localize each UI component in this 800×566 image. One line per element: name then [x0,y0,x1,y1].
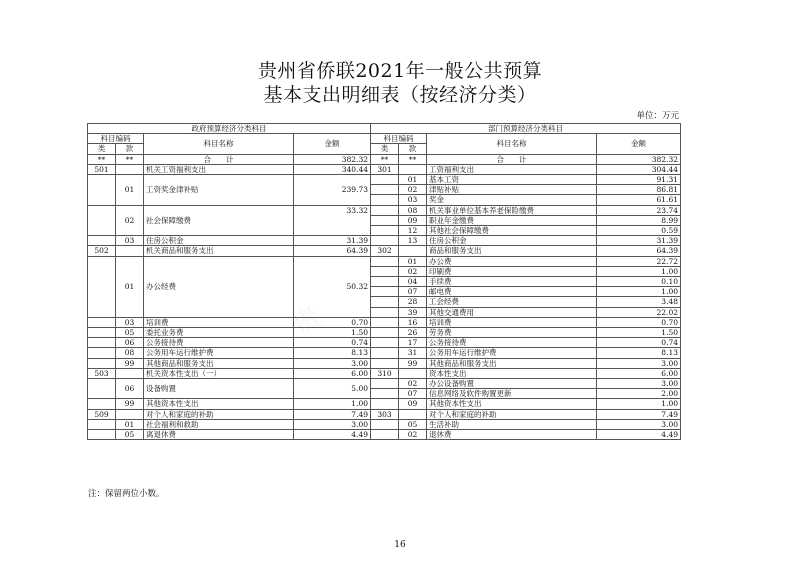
right-item-code: 07 [399,287,427,297]
left-class-code [88,348,116,358]
right-item-amount: 61.61 [597,195,681,205]
right-class-code [371,256,399,266]
left-item-code: 05 [116,328,144,338]
right-item-amount: 31.39 [597,236,681,246]
left-item-amount: 0.74 [294,338,371,348]
left-item-amount: 7.49 [294,409,371,419]
right-item-code: 05 [399,419,427,429]
right-item-name: 资本性支出 [427,368,597,378]
left-item-amount: 239.73 [294,175,371,206]
table-row [88,368,681,378]
left-item-amount: 33.32 [294,205,371,236]
right-item-code [399,164,427,174]
right-item-code: 31 [399,348,427,358]
left-class-code: 501 [88,164,116,174]
table-row [88,419,681,429]
left-item-amount: 3.00 [294,419,371,429]
right-item-code: 07 [399,389,427,399]
right-item-amount: 91.31 [597,175,681,185]
left-total-amount: 382.32 [294,154,371,164]
table-row [88,236,681,246]
footnote: 注：保留两位小数。 [88,489,165,499]
table-row [88,328,681,338]
left-item-name: 设备购置 [144,379,294,399]
left-item-name: 社会保障缴费 [144,205,294,236]
right-item-amount: 0.74 [597,338,681,348]
right-item-amount: 1.00 [597,399,681,409]
right-item-code: 12 [399,226,427,236]
right-class-code: 301 [371,164,399,174]
total-row [88,154,681,164]
right-item-code: 16 [399,317,427,327]
left-class-code [88,317,116,327]
left-class-code [88,419,116,429]
right-item-code: 01 [399,175,427,185]
right-item-code: 02 [399,185,427,195]
right-item-name: 津贴补贴 [427,185,597,195]
right-item-amount: 3.00 [597,379,681,389]
left-item-code: 01 [116,175,144,206]
right-item-code: 02 [399,379,427,389]
right-class-code [371,266,399,276]
right-item-amount: 1.00 [597,287,681,297]
left-item-name: 办公经费 [144,256,294,317]
right-item-name: 印刷费 [427,266,597,276]
right-class-code [371,399,399,409]
right-name-header: 科目名称 [427,134,597,154]
page-number: 16 [394,540,406,550]
table-row [88,358,681,368]
left-item-name: 对个人和家庭的补助 [144,409,294,419]
right-class-code [371,317,399,327]
right-item-name: 生活补助 [427,419,597,429]
left-item-name: 公务接待费 [144,338,294,348]
left-item-amount: 0.70 [294,317,371,327]
right-class-code [371,419,399,429]
right-item-name: 其他商品和服务支出 [427,358,597,368]
left-item-amount: 1.50 [294,328,371,338]
left-class-code [88,338,116,348]
right-item-name: 商品和服务支出 [427,246,597,256]
right-class-code [371,287,399,297]
right-item-code: 13 [399,236,427,246]
right-item-code [399,246,427,256]
left-item-code: 05 [116,430,144,440]
left-class-code: 509 [88,409,116,419]
right-total-amount: 382.32 [597,154,681,164]
left-item-name: 机关资本性支出（一） [144,368,294,378]
right-item-code [399,368,427,378]
right-item-name: 工资福利支出 [427,164,597,174]
code-header-row [88,134,681,144]
table-row [88,399,681,409]
left-item-amount: 4.49 [294,430,371,440]
left-item-code: 06 [116,379,144,399]
right-item-code: 04 [399,277,427,287]
right-class-code: 310 [371,368,399,378]
left-item-code: 06 [116,338,144,348]
right-class-code [371,430,399,440]
right-item-code: 39 [399,307,427,317]
left-item-name: 社会福利和救助 [144,419,294,429]
page-title-line1: 贵州省侨联2021年一般公共预算 [257,60,543,82]
right-class-code [371,175,399,185]
right-item-name: 手续费 [427,277,597,287]
right-item-name: 邮电费 [427,287,597,297]
right-item-name: 工会经费 [427,297,597,307]
right-total-label: 合 计 [427,154,597,164]
left-item-code [116,409,144,419]
right-item-name: 机关事业单位基本养老保险缴费 [427,205,597,215]
table-row [88,430,681,440]
right-class-code: 302 [371,246,399,256]
right-item-name: 信息网络及软件购置更新 [427,389,597,399]
right-item-header: 款 [399,144,427,154]
left-item-amount: 5.00 [294,379,371,399]
table-row [88,338,681,348]
right-item-code: 26 [399,328,427,338]
left-name-header: 科目名称 [144,134,294,154]
right-class-code [371,379,399,389]
right-class-code [371,215,399,225]
left-item-name: 离退休费 [144,430,294,440]
table-row [88,256,681,266]
right-item-amount: 22.02 [597,307,681,317]
table-row [88,246,681,256]
right-class-code [371,358,399,368]
right-class-code [371,338,399,348]
left-class-code [88,205,116,236]
right-class-code [371,389,399,399]
right-item-amount: 86.81 [597,185,681,195]
left-code-header: 科目编码 [88,134,144,144]
group-header-row [88,124,681,134]
right-item-amount: 0.59 [597,226,681,236]
left-class-code [88,328,116,338]
left-item-code: 01 [116,256,144,317]
right-code-header: 科目编码 [371,134,427,144]
left-item-code [116,164,144,174]
right-item-name: 其他交通费用 [427,307,597,317]
right-item-amount: 8.13 [597,348,681,358]
right-item-amount: 1.00 [597,266,681,276]
left-item-amount: 1.00 [294,399,371,409]
left-item-amount: 31.39 [294,236,371,246]
page-title-line2: 基本支出明细表（按经济分类） [263,84,537,106]
right-item-name: 办公费 [427,256,597,266]
right-group-title: 部门预算经济分类科目 [371,124,681,134]
left-item-name: 其他商品和服务支出 [144,358,294,368]
right-item-code: 09 [399,215,427,225]
left-item-code [116,368,144,378]
left-item-name: 其他资本性支出 [144,399,294,409]
left-item-code: 03 [116,236,144,246]
right-item-name: 公务接待费 [427,338,597,348]
left-item-code: 99 [116,399,144,409]
right-item-code: 09 [399,399,427,409]
left-item-amount: 50.32 [294,256,371,317]
right-class-code [371,277,399,287]
right-item-amount: 1.50 [597,328,681,338]
left-total-label: 合 计 [144,154,294,164]
right-item-name: 其他社会保障缴费 [427,226,597,236]
right-class-code [371,307,399,317]
left-item-amount: 3.00 [294,358,371,368]
right-item-amount: 23.74 [597,205,681,215]
left-item-header: 款 [116,144,144,154]
right-class-code [371,297,399,307]
right-total-star-item: ** [399,154,427,164]
right-class-code [371,236,399,246]
left-class-code [88,256,116,317]
right-class-code [371,226,399,236]
right-item-amount: 22.72 [597,256,681,266]
right-class-code [371,185,399,195]
left-item-code: 02 [116,205,144,236]
right-item-name: 其他资本性支出 [427,399,597,409]
right-item-amount: 2.00 [597,389,681,399]
right-item-code: 02 [399,430,427,440]
right-item-amount: 3.00 [597,358,681,368]
unit-label: 单位：万元 [636,111,679,121]
left-class-code [88,358,116,368]
left-item-code: 99 [116,358,144,368]
right-class-code [371,205,399,215]
right-item-name: 对个人和家庭的补助 [427,409,597,419]
right-item-amount: 304.44 [597,164,681,174]
right-item-name: 基本工资 [427,175,597,185]
right-item-name: 退休费 [427,430,597,440]
right-item-amount: 64.39 [597,246,681,256]
left-item-amount: 340.44 [294,164,371,174]
left-total-star-item: ** [116,154,144,164]
left-item-name: 机关工资福利支出 [144,164,294,174]
left-item-name: 培训费 [144,317,294,327]
right-item-amount: 8.99 [597,215,681,225]
right-total-star-class: ** [371,154,399,164]
left-class-code [88,236,116,246]
right-item-code: 17 [399,338,427,348]
right-item-name: 奖金 [427,195,597,205]
table-row [88,409,681,419]
left-item-name: 住房公积金 [144,236,294,246]
right-item-code: 08 [399,205,427,215]
right-item-name: 住房公积金 [427,236,597,246]
left-class-code [88,399,116,409]
right-item-amount: 3.48 [597,297,681,307]
left-item-code: 01 [116,419,144,429]
left-item-code: 08 [116,348,144,358]
right-class-code: 303 [371,409,399,419]
left-class-code [88,430,116,440]
table-row [88,205,681,215]
left-class-code: 503 [88,368,116,378]
left-class-header: 类 [88,144,116,154]
right-class-code [371,348,399,358]
left-item-code [116,246,144,256]
right-item-code: 99 [399,358,427,368]
left-class-code [88,379,116,399]
left-item-amount: 64.39 [294,246,371,256]
right-item-amount: 4.49 [597,430,681,440]
left-item-name: 工资奖金津补贴 [144,175,294,206]
table-row [88,175,681,185]
table-row [88,379,681,389]
right-item-name: 职业年金缴费 [427,215,597,225]
table-row [88,164,681,174]
left-item-code: 03 [116,317,144,327]
right-item-amount: 6.00 [597,368,681,378]
left-class-code [88,175,116,206]
right-class-code [371,195,399,205]
right-class-code [371,328,399,338]
right-class-header: 类 [371,144,399,154]
right-item-code: 03 [399,195,427,205]
right-item-name: 培训费 [427,317,597,327]
table-row [88,317,681,327]
right-amount-header: 金额 [597,134,681,154]
right-item-code [399,409,427,419]
right-item-code: 01 [399,256,427,266]
left-amount-header: 金额 [294,134,371,154]
right-item-amount: 0.70 [597,317,681,327]
table-row [88,348,681,358]
left-item-name: 委托业务费 [144,328,294,338]
left-item-amount: 6.00 [294,368,371,378]
left-total-star-class: ** [88,154,116,164]
right-item-amount: 0.10 [597,277,681,287]
left-class-code: 502 [88,246,116,256]
right-item-amount: 7.49 [597,409,681,419]
right-item-name: 办公设备购置 [427,379,597,389]
left-item-name: 公务用车运行维护费 [144,348,294,358]
right-item-name: 劳务费 [427,328,597,338]
right-item-amount: 3.00 [597,419,681,429]
left-item-name: 机关商品和服务支出 [144,246,294,256]
right-item-code: 02 [399,266,427,276]
budget-table [87,123,681,440]
left-group-title: 政府预算经济分类科目 [88,124,371,134]
left-item-amount: 8.13 [294,348,371,358]
right-item-name: 公务用车运行维护费 [427,348,597,358]
right-item-code: 28 [399,297,427,307]
